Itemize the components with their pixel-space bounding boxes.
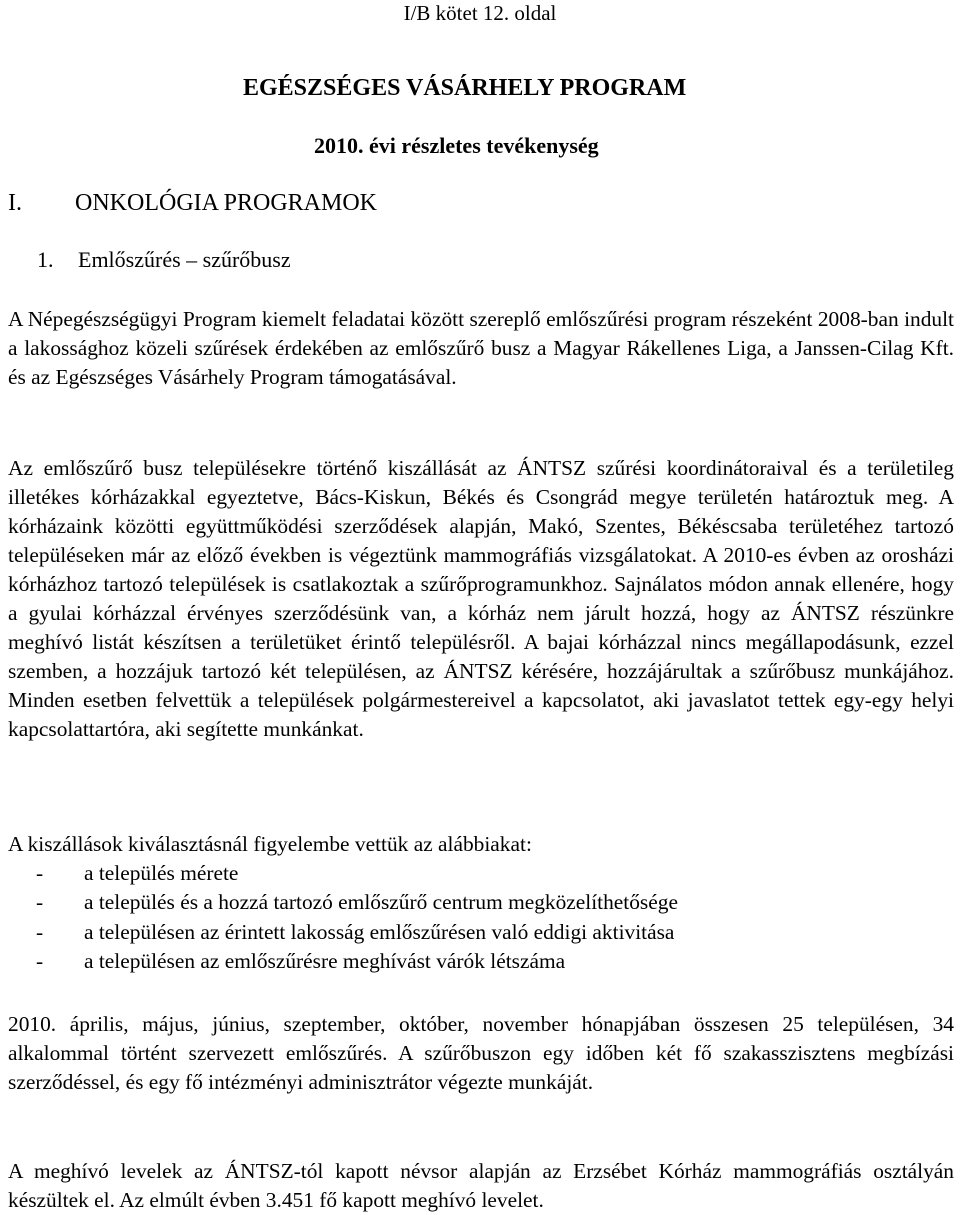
paragraph-screening-summary: 2010. április, május, június, szeptember, október, november hónapjában összesen 25 településen, 34 alkalommal történt szervezett emlőszűrés. A szűrőbuszon egy időben két fő szakasszisztens megbízási szerződéssel, és egy fő intézményi adminisztrátor végezte munkáját. [8, 1012, 954, 1094]
list-item [8, 918, 678, 947]
list-item [8, 859, 678, 888]
list-item [8, 888, 678, 917]
page-reference: I/B kötet 12. oldal [403, 1, 557, 25]
program-subtitle: 2010. évi részletes tevékenység [314, 133, 599, 158]
list-item-text: a település mérete [84, 861, 239, 885]
program-title: EGÉSZSÉGES VÁSÁRHELY PROGRAM [243, 75, 687, 101]
section-heading [8, 189, 377, 217]
subsection-heading [37, 247, 291, 273]
paragraph-organization: Az emlőszűrő busz településekre történő kiszállását az ÁNTSZ szűrési koordinátoraival és a területileg illetékes kórházakkal egyeztetve, Bács-Kiskun, Békés és Csongrád megye területén határoztuk meg. A kórházaink közötti együttműködési szerződések alapján, Makó, Szentes, Békéscsaba területéhez tartozó településeken már az előző években is végeztünk mammográfiás vizsgálatokat. A 2010-es évben az orosházi kórházhoz tartozó települések is csatlakoztak a szűrőprogramunkhoz. Sajnálatos módon annak ellenére, hogy a gyulai kórházzal érvényes szerződésünk van, a kórház nem járult hozzá, hogy az ÁNTSZ részünkre meghívó listát készítsen a területüket érintő településről. A bajai kórházzal nincs megállapodásunk, ezzel szemben, a hozzájuk tartozó két településen, az ÁNTSZ kérésére, hozzájárultak a szűrőbusz munkájához. Minden esetben felvettük a települések polgármestereivel a kapcsolatot, aki javaslatot tettek egy-egy helyi kapcsolattartóra, aki segítette munkánkat. [8, 456, 954, 741]
list-item-text: a településen az érintett lakosság emlőszűrésen való eddigi aktivitása [84, 919, 675, 944]
subsection-title: Emlőszűrés – szűrőbusz [78, 247, 291, 272]
paragraph-invitations: A meghívó levelek az ÁNTSZ-tól kapott névsor alapján az Erzsébet Kórház mammográfiás osztályán készültek el. Az elmúlt évben 3.451 fő kapott meghívó levelet. [8, 1159, 954, 1212]
list-bullet: - [36, 949, 44, 974]
paragraph-intro: A Népegészségügyi Program kiemelt feladatai között szereplő emlőszűrési program részeként 2008-ban indult a lakossághoz közeli szűrések érdekében az emlőszűrő busz a Magyar Rákellenes Liga, a Janssen-Cilag Kft. és az Egészséges Vásárhely Program támogatásával. [8, 307, 954, 389]
list-item-text: a településen az emlőszűrésre meghívást várók létszáma [84, 949, 566, 974]
list-item [8, 947, 678, 976]
criteria-list [8, 859, 678, 977]
section-number: I. [8, 190, 22, 216]
paragraph-criteria-intro: A kiszállások kiválasztásnál figyelembe vettük az alábbiakat: [8, 832, 532, 856]
list-bullet: - [36, 919, 44, 944]
list-bullet: - [36, 890, 44, 915]
subsection-number: 1. [37, 247, 54, 272]
list-item-text: a település és a hozzá tartozó emlőszűrő centrum megközelíthetősége [84, 890, 678, 915]
list-bullet: - [36, 861, 44, 885]
section-title: ONKOLÓGIA PROGRAMOK [75, 190, 378, 216]
